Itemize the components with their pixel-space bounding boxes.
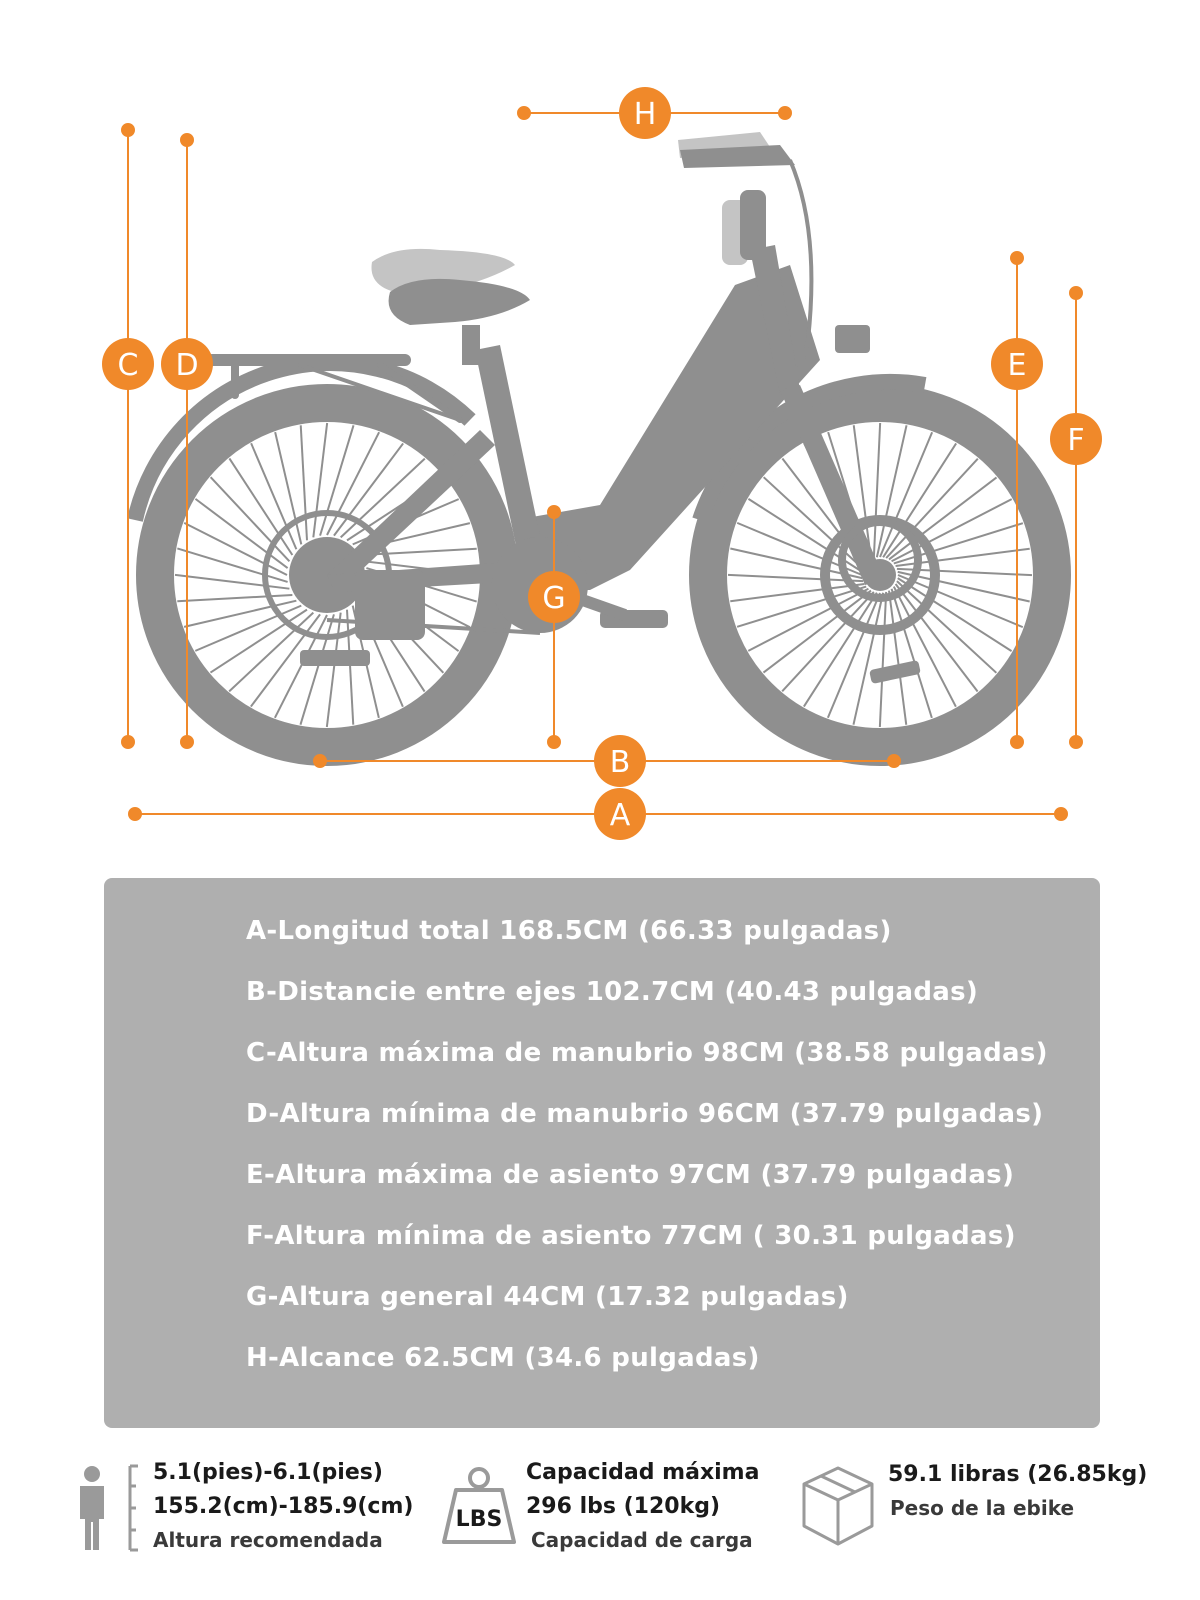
weight-icon bbox=[440, 1466, 518, 1546]
saddle bbox=[389, 279, 530, 325]
marker-d bbox=[161, 338, 213, 390]
wheel-spoke bbox=[874, 423, 880, 558]
spec-panel bbox=[104, 878, 1100, 1428]
dim-c-top-end bbox=[122, 124, 134, 136]
spec-item-a: A-Longitud total 168.5CM (66.33 pulgadas) bbox=[246, 916, 892, 946]
box-icon bbox=[800, 1464, 876, 1548]
marker-d-label: D bbox=[175, 348, 199, 383]
spec-item-e: E-Altura máxima de asiento 97CM (37.79 pulgadas) bbox=[246, 1160, 1015, 1190]
load-label: Capacidad de carga bbox=[531, 1528, 753, 1552]
marker-f bbox=[1050, 413, 1102, 465]
marker-a-label: A bbox=[609, 798, 631, 833]
ebike-silhouette bbox=[135, 132, 1052, 747]
marker-b-label: B bbox=[609, 745, 631, 780]
marker-c bbox=[102, 338, 154, 390]
spec-item-d: D-Altura mínima de manubrio 96CM (37.79 pulgadas) bbox=[246, 1099, 1044, 1129]
footer-weight bbox=[800, 1460, 1148, 1570]
wheel-spoke bbox=[301, 425, 307, 540]
marker-f-label: F bbox=[1067, 423, 1085, 458]
marker-g-label: G bbox=[542, 581, 566, 616]
wheel-spoke bbox=[877, 425, 907, 557]
marker-h-label: H bbox=[633, 97, 657, 132]
marker-b bbox=[594, 735, 646, 787]
marker-e bbox=[991, 338, 1043, 390]
footer-load bbox=[440, 1460, 790, 1570]
spec-item-b: B-Distancie entre ejes 102.7CM (40.43 pulgadas) bbox=[246, 977, 979, 1007]
spec-item-f: F-Altura mínima de asiento 77CM ( 30.31 pulgadas) bbox=[246, 1221, 1016, 1251]
height-feet: 5.1(pies)-6.1(pies) bbox=[153, 1460, 383, 1485]
headlight bbox=[835, 325, 870, 353]
height-label: Altura recomendada bbox=[153, 1528, 383, 1552]
weight-label: Peso de la ebike bbox=[890, 1496, 1075, 1520]
spec-list bbox=[246, 914, 1048, 1402]
dim-c-bottom-end bbox=[122, 736, 134, 748]
height-cm: 155.2(cm)-185.9(cm) bbox=[153, 1494, 414, 1519]
marker-a bbox=[594, 788, 646, 840]
wheel-spoke bbox=[853, 593, 883, 725]
person-height-icon bbox=[72, 1464, 142, 1554]
wheel-spoke bbox=[347, 610, 353, 725]
footer-height bbox=[70, 1460, 430, 1570]
marker-e-label: E bbox=[1007, 348, 1027, 383]
marker-c-label: C bbox=[117, 348, 139, 383]
wheel-spoke bbox=[880, 592, 886, 727]
spec-item-h: H-Alcance 62.5CM (34.6 pulgadas) bbox=[246, 1343, 760, 1373]
weight-value: 59.1 libras (26.85kg) bbox=[888, 1462, 1148, 1487]
load-value: 296 lbs (120kg) bbox=[526, 1494, 721, 1519]
spec-item-g: G-Altura general 44CM (17.32 pulgadas) bbox=[246, 1282, 849, 1312]
spec-item-c: C-Altura máxima de manubrio 98CM (38.58 pulgadas) bbox=[246, 1038, 1048, 1068]
marker-h bbox=[619, 87, 671, 139]
dimension-lines bbox=[122, 107, 1085, 820]
weight-icon-text: LBS bbox=[455, 1507, 503, 1532]
marker-g bbox=[528, 571, 580, 623]
wheel-spoke bbox=[177, 595, 292, 601]
load-title: Capacidad máxima bbox=[526, 1460, 760, 1485]
